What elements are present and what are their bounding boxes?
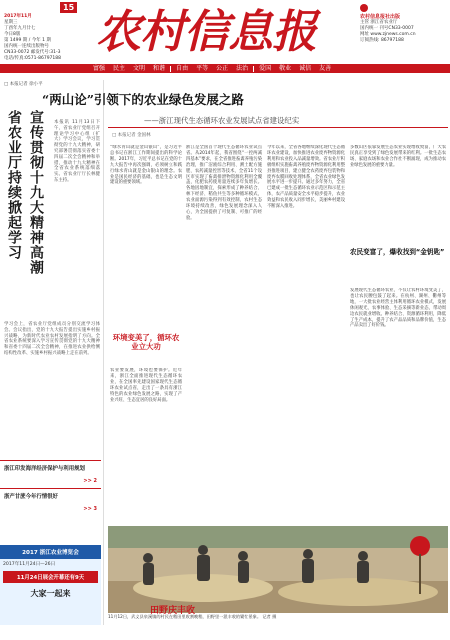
- publisher-info-line: 国内统一 刊号CN33-0007: [360, 26, 414, 31]
- issue-info-line: 第 1499 期 / 今年 1 期: [4, 38, 51, 43]
- expo-advertisement[interactable]: [0, 545, 101, 625]
- main-headline: “两山论”引领下的农业绿色发展之路: [42, 92, 244, 107]
- value-item: 文明: [133, 65, 146, 72]
- page-link[interactable]: [0, 460, 101, 488]
- issue-info-line: 星期三: [4, 20, 18, 25]
- article-subhead-2: 农民变富了，爆收找到“金钥匙”: [350, 248, 445, 256]
- page-pointer: >> 2: [83, 478, 97, 484]
- value-item: 民主: [113, 65, 126, 72]
- value-item: 富强: [93, 65, 106, 72]
- core-values-bar: [0, 64, 450, 73]
- photo-label: 田野庆丰收: [150, 606, 196, 616]
- expo-title: 2017 浙江农业博览会: [0, 545, 101, 559]
- day-number: 15: [60, 2, 77, 13]
- value-item: 平等: [196, 65, 209, 72]
- divider: [170, 66, 171, 72]
- harvest-scene-image: [108, 526, 448, 613]
- article-column-1: “绿水青山就是金山银山”，是习近平总书记在浙江工作期间提出的科学论断。2017年，习近平总书记在党的十九大报告中再次强调，必须树立和践行绿水青山就是金山银山的理念。农业是国民经济的基础，也是生态文明建设的重要领域。: [110, 145, 182, 186]
- expo-slogan: 大家一起来: [30, 588, 71, 598]
- article-column-4: 多数山区依靠发展生态农业实现增收致富，广大农民真正享受到了绿色发展带来的红利。一批生态农场、家庭农场和农业合作社不断涌现，成为推动农业绿色发展的重要力量。: [350, 145, 446, 168]
- value-item: 诚信: [299, 65, 312, 72]
- cross-reference-links: [0, 460, 101, 516]
- article-column-3: 今年以来，全省各地继续深化现代生态循环农业建设，加快推进农业废弃物资源化利用和农业投入品减量增效。省农业厅积极组织实施畜禽养殖废弃物资源化利用整县推进项目，建立健全农药废弃包装物和废弃农膜回收处理体系，全省农业绿色发展水平进一步提升。通过多年努力，全省已建成一批生态循环农业示范区和示范主体，农产品质量安全水平稳步提升，农业效益和农民收入同步增长，美丽乡村建设不断深入推进。: [267, 145, 345, 210]
- left-intro-text: 本报讯 11月13日下午，省农业厅党组召开理论学习中心组（扩大）学习会议，学习贯彻党的十九大精神，研究部署贯彻落实省委十四届二次全会精神和举措，推动十九大精神在全省农业系统落细落实。省农业厅厅长林健东主持。: [54, 120, 100, 183]
- masthead-header: [0, 0, 450, 72]
- issue-info: [4, 14, 89, 62]
- page-link[interactable]: [0, 488, 101, 516]
- left-byline: □ 本报记者 徐小平: [4, 82, 43, 87]
- value-item: 公正: [216, 65, 229, 72]
- date-line: 2017年11月: [4, 14, 32, 19]
- article-subhead-1: 环境变美了，循环农业立大功: [112, 333, 180, 351]
- issue-info-line: 国内统一连续出版物号: [4, 44, 49, 49]
- left-headline-part1: 宣传贯彻十九大精神高潮: [28, 110, 44, 275]
- value-item: 敬业: [279, 65, 292, 72]
- main-subheadline: ——浙江现代生态循环农业发展试点省建设纪实: [144, 116, 300, 125]
- expo-dates: 2017年11月24日—26日: [3, 562, 56, 567]
- headline-rule: [108, 127, 448, 128]
- article-column-1b: 农业要发展，环境也要保护。近年来，浙江全面推进现代生态循环农业，在全国率先建设国家现代生态循环农业试点省，走出了一条具有浙江特色的农业绿色发展之路，实现了产业兴旺、生态宜居的良好局面。: [110, 368, 182, 403]
- newspaper-masthead: 农村信息报: [96, 5, 317, 58]
- value-item: 爱国: [259, 65, 272, 72]
- link-title: 浙江印发海洋经济保护与利用规划: [4, 466, 85, 472]
- article-column-4b: 发展现代生态循环农业，不仅让农村环境变美了，也让农民腰包鼓了起来。在杭州、湖州、衢州等地，一大批农业经营主体利用循环农业模式，发展休闲观光、农事体验、生态采摘等新业态，带动周边农民就业增收。种养结合、资源循环利用，降低了生产成本，提升了农产品品质和品牌价值，生态产品卖出了好价钱。: [350, 288, 446, 329]
- main-byline: □ 本报记者 金国林: [112, 133, 151, 138]
- publisher-info-line: 订阅热线: 86797188: [360, 38, 404, 43]
- column-divider: [103, 80, 104, 625]
- photo-caption: 11月12日，武义县泉溪镇的村民在稻田里收割晚稻，田野里一派丰收的繁忙景象。 记者 摄: [108, 614, 277, 619]
- issue-info-line: 电话/传真:0571-86797188: [4, 56, 62, 61]
- page-pointer: >> 3: [83, 506, 97, 512]
- expo-countdown: 11月24日展会开幕还有9天: [3, 571, 98, 583]
- org-logo-icon: [360, 4, 368, 12]
- article-column-2: 浙江是全国首个现代生态循环农业试点省。从2014年起，我省围绕“一控两减四基本”要求，在全省推进畜禽养殖污染治理，推广沼液综合利用、测土配方施肥、农药减量控害等技术，全省11个设区市实现了畜禽排泄物资源化利用全覆盖，化肥农药使用量连续多年负增长。各地因地制宜，探索形成了种养结合、林下经济、稻鱼共生等多种循环模式，农业面源污染得到有效控制，农村生态环境持续改善，绿色发展理念深入人心，为全国提供了可复制、可推广的经验。: [186, 145, 262, 221]
- issue-info-line: 今日8版: [4, 32, 21, 37]
- value-item: 和谐: [153, 65, 166, 72]
- left-headline-part2: 省农业厅持续掀起学习: [6, 110, 22, 260]
- left-body-text: 学习会上，省农业厅党组成员分别交流学习体会。会议指出，党的十九大报告提出实施乡村振兴战略，为新时代农业农村发展指明了方向。全省农业系统要深入学习宣传贯彻党的十九大精神和省委十四届二次全会精神，在推进农业供给侧结构性改革、实施乡村振兴战略上走在前列。: [4, 322, 100, 356]
- publisher-info-line: 网址 www.zjnews.com.cn: [360, 32, 416, 37]
- publisher-info: [360, 14, 448, 44]
- issue-info-line: 丁酉年九月廿七: [4, 26, 36, 31]
- red-flag-icon: [410, 536, 430, 556]
- link-title: 浙产甘蔗今年行情很好: [4, 494, 58, 500]
- publisher-name: 农村信息报社出版: [360, 14, 401, 20]
- value-item: 友善: [319, 65, 332, 72]
- harvest-photo: [108, 526, 448, 613]
- publisher-info-line: 主管 浙江省农业厅: [360, 20, 398, 25]
- value-item: 法治: [236, 65, 249, 72]
- value-item: 自由: [176, 65, 189, 72]
- issue-info-line: CN33-0072 邮发代号:31-3: [4, 50, 61, 55]
- divider: [253, 66, 254, 72]
